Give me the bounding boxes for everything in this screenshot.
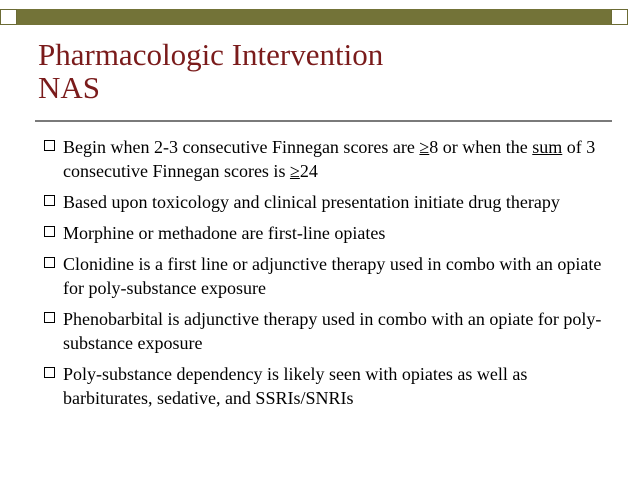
square-bullet-icon bbox=[44, 257, 55, 268]
square-bullet-icon bbox=[44, 195, 55, 206]
square-bullet-icon bbox=[44, 140, 55, 151]
bullet-text: Begin when 2-3 consecutive Finnegan scores are ≥8 or when the sum of 3 consecutive Finnegan scores is ≥24 bbox=[63, 137, 596, 181]
bullet-item bbox=[43, 252, 603, 300]
bullet-text: Morphine or methadone are first-line opiates bbox=[63, 223, 386, 243]
square-bullet-icon bbox=[44, 367, 55, 378]
band-right-square bbox=[611, 9, 628, 25]
bullet-list bbox=[43, 135, 603, 417]
title-line-1: Pharmacologic Intervention bbox=[38, 37, 384, 72]
bullet-text: Based upon toxicology and clinical presentation initiate drug therapy bbox=[63, 192, 560, 212]
square-bullet-icon bbox=[44, 312, 55, 323]
bullet-text: Clonidine is a first line or adjunctive therapy used in combo with an opiate for poly-substance exposure bbox=[63, 254, 602, 298]
bullet-item bbox=[43, 362, 603, 410]
top-decorative-band bbox=[0, 0, 638, 30]
bullet-text: Poly-substance dependency is likely seen with opiates as well as barbiturates, sedative, and SSRIs/SNRIs bbox=[63, 364, 528, 408]
slide-title bbox=[38, 38, 608, 104]
band-left-square bbox=[0, 9, 17, 25]
title-line-2: NAS bbox=[38, 70, 101, 105]
bullet-text: Phenobarbital is adjunctive therapy used in combo with an opiate for poly-substance exposure bbox=[63, 309, 602, 353]
title-divider bbox=[35, 120, 612, 122]
bullet-item bbox=[43, 190, 603, 214]
band-bar bbox=[0, 9, 612, 25]
square-bullet-icon bbox=[44, 226, 55, 237]
bullet-item bbox=[43, 307, 603, 355]
bullet-item bbox=[43, 135, 603, 183]
underlined-sum: sum bbox=[532, 137, 563, 157]
bullet-item bbox=[43, 221, 603, 245]
